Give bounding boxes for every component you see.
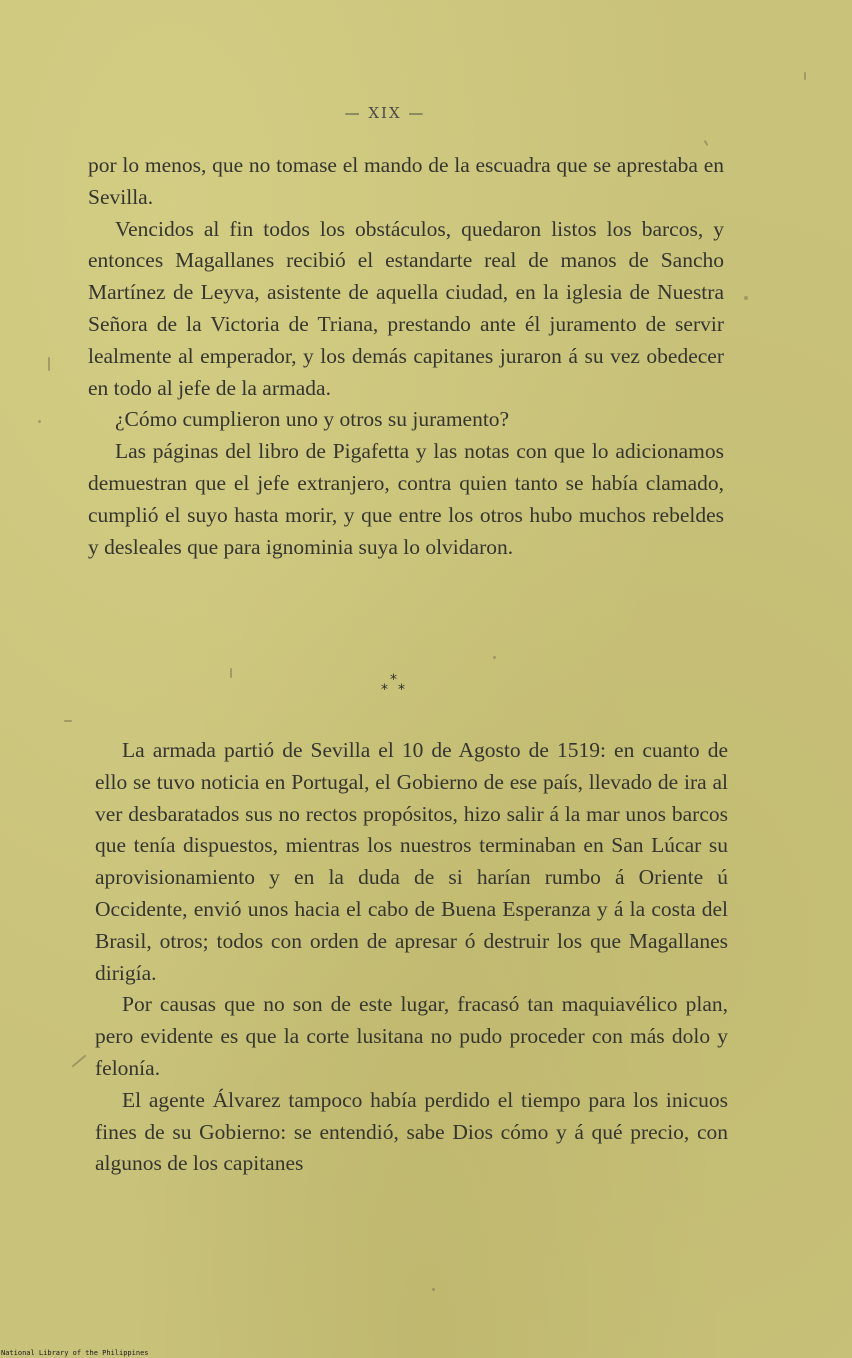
- paragraph: Las páginas del libro de Pigafetta y las notas con que lo adicionamos demuestran que el jefe extranjero, contra quien tanto se había clamado, cumplió el suyo hasta morir, y que entre los otros hubo muchos rebeldes y desleales que para ignominia suya lo olvidaron.: [88, 439, 724, 559]
- paper-speck: [432, 1288, 435, 1291]
- text-section-2: [95, 735, 728, 1180]
- paper-speck: [64, 720, 72, 722]
- paragraph: ¿Cómo cumplieron uno y otros su juramento?: [115, 407, 510, 432]
- section-separator-asterism: [376, 670, 416, 704]
- page-number: — XIX —: [344, 104, 426, 122]
- asterisk: *: [398, 682, 405, 698]
- paper-speck: [38, 420, 41, 423]
- paper-speck: [493, 656, 496, 659]
- paragraph: Vencidos al fin todos los obstáculos, quedaron listos los barcos, y entonces Magallanes recibió el estandarte real de manos de Sancho Martínez de Leyva, asistente de aquella ciudad, en la iglesia de Nuestra Señora de la Victoria de Triana, prestando ante él juramento de servir lealmente al emperador, y los demás capitanes juraron á su vez obedecer en todo al jefe de la armada.: [88, 216, 724, 400]
- paper-speck: [48, 357, 50, 371]
- text-section-1: [88, 150, 724, 563]
- asterisk: *: [381, 682, 388, 698]
- paper-speck: [804, 72, 806, 80]
- paragraph: por lo menos, que no tomase el mando de la escuadra que se aprestaba en Sevilla.: [88, 153, 724, 209]
- library-credit: National Library of the Philippines: [1, 1349, 149, 1357]
- paragraph: El agente Álvarez tampoco había perdido el tiempo para los inicuos fines de su Gobierno: se entendió, sabe Dios cómo y á qué precio, con algunos de los capitanes: [95, 1087, 728, 1176]
- paper-speck: [71, 1054, 86, 1067]
- paper-speck: [230, 668, 232, 678]
- paper-speck: [704, 140, 709, 146]
- paragraph: Por causas que no son de este lugar, fracasó tan maquiavélico plan, pero evidente es que la corte lusitana no pudo proceder con más dolo y felonía.: [95, 992, 728, 1080]
- asterisk: *: [390, 672, 397, 688]
- paper-speck: [744, 296, 748, 300]
- paragraph: La armada partió de Sevilla el 10 de Agosto de 1519: en cuanto de ello se tuvo noticia en Portugal, el Gobierno de ese país, llevado de ira al ver desbaratados sus no rectos propósitos, hizo salir á la mar unos barcos que tenía dispuestos, mientras los nuestros terminaban en San Lúcar su aprovisionamiento y en la duda de si harían rumbo á Oriente ú Occidente, envió unos hacia el cabo de Buena Esperanza y á la costa del Brasil, otros; todos con orden de apresar ó destruir los que Magallanes dirigía.: [95, 738, 728, 985]
